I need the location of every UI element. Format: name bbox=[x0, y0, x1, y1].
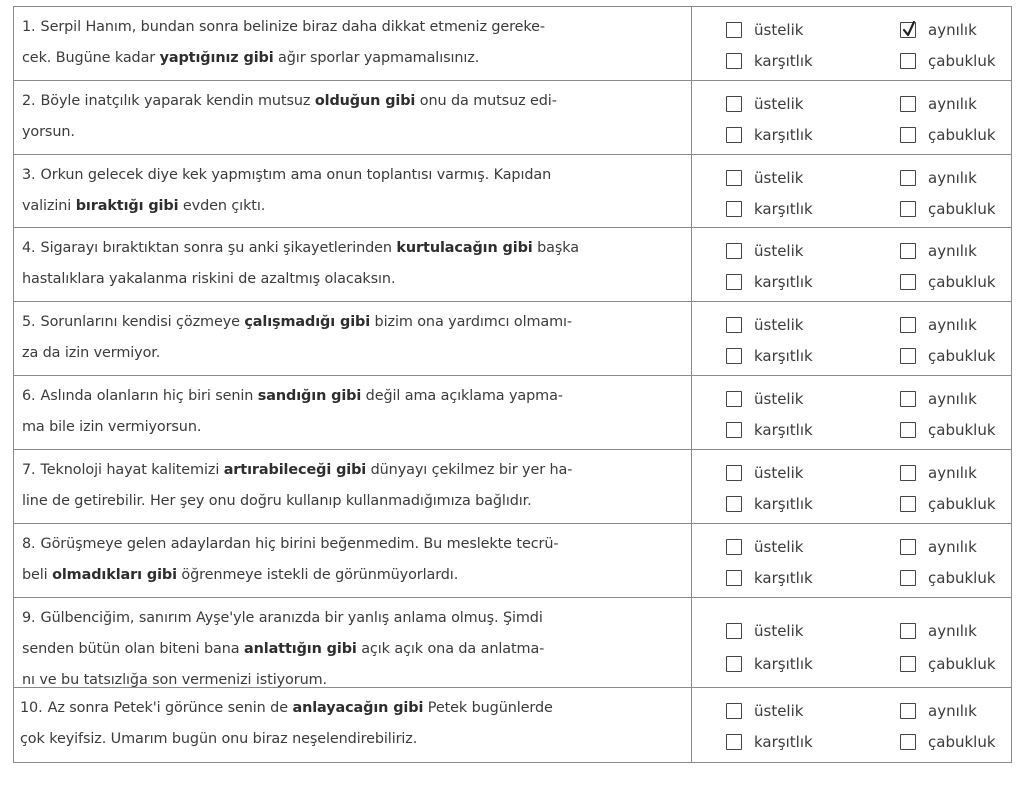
checkbox[interactable] bbox=[900, 127, 916, 143]
option-label: çabukluk bbox=[928, 273, 996, 291]
option-ustelik[interactable] bbox=[726, 622, 803, 640]
checkbox[interactable] bbox=[900, 422, 916, 438]
option-label: üstelik bbox=[754, 622, 804, 640]
highlighted-phrase: olduğun gibi bbox=[314, 93, 416, 109]
question-line: Az sonra Petek'i görünce senin de bbox=[47, 700, 293, 716]
option-label: karşıtlık bbox=[754, 655, 813, 673]
option-cabukluk[interactable] bbox=[900, 495, 996, 513]
option-label: üstelik bbox=[754, 464, 804, 482]
option-label: karşıtlık bbox=[754, 421, 813, 439]
question-line: valizini bbox=[22, 198, 76, 214]
checkbox[interactable] bbox=[726, 274, 742, 290]
question-line: Sorunlarını kendisi çözmeye bbox=[40, 314, 245, 330]
highlighted-phrase: olmadıkları gibi bbox=[52, 567, 177, 583]
question-line: beli bbox=[22, 567, 53, 583]
question-line: öğrenmeye istekli de görünmüyorlardı. bbox=[176, 567, 459, 583]
option-label: aynılık bbox=[928, 464, 977, 482]
option-karsitlik[interactable] bbox=[726, 495, 813, 513]
highlighted-phrase: anlayacağın gibi bbox=[292, 700, 424, 716]
question-line: çok keyifsiz. Umarım bugün onu biraz neşelendirebiliriz. bbox=[20, 731, 418, 747]
option-ustelik[interactable] bbox=[726, 169, 803, 187]
option-label: üstelik bbox=[754, 538, 804, 556]
option-label: çabukluk bbox=[928, 421, 996, 439]
highlighted-phrase: yaptığınız gibi bbox=[159, 50, 274, 66]
question-line: başka bbox=[532, 240, 579, 256]
question-line: Aslında olanların hiç biri senin bbox=[40, 388, 258, 404]
checkbox[interactable] bbox=[900, 96, 916, 112]
checkbox[interactable] bbox=[900, 734, 916, 750]
option-karsitlik[interactable] bbox=[726, 200, 813, 218]
highlighted-phrase: sandığın gibi bbox=[257, 388, 362, 404]
checkbox[interactable] bbox=[726, 422, 742, 438]
checkbox[interactable] bbox=[900, 317, 916, 333]
question-line: onu da mutsuz edi- bbox=[415, 93, 557, 109]
option-ustelik[interactable] bbox=[726, 538, 803, 556]
checkbox[interactable] bbox=[726, 127, 742, 143]
option-label: üstelik bbox=[754, 702, 804, 720]
answer-options bbox=[692, 688, 1011, 762]
option-label: aynılık bbox=[928, 242, 977, 260]
option-aynilik[interactable] bbox=[900, 622, 977, 640]
checkbox[interactable] bbox=[726, 317, 742, 333]
option-ustelik[interactable] bbox=[726, 464, 803, 482]
option-label: aynılık bbox=[928, 95, 977, 113]
question-row bbox=[14, 228, 1011, 302]
checkbox[interactable] bbox=[726, 96, 742, 112]
question-text bbox=[14, 7, 692, 80]
option-cabukluk[interactable] bbox=[900, 273, 996, 291]
question-row bbox=[14, 155, 1011, 228]
highlighted-phrase: artırabileceği gibi bbox=[223, 462, 367, 478]
question-number: 10. bbox=[20, 700, 43, 716]
question-line: ma bile izin vermiyorsun. bbox=[22, 419, 202, 435]
question-line: Görüşmeye gelen adaylardan hiç birini beğenmedim. Bu meslekte tecrü- bbox=[40, 536, 559, 552]
checkbox[interactable] bbox=[900, 496, 916, 512]
answer-options bbox=[692, 450, 1011, 523]
checked-checkbox[interactable] bbox=[900, 22, 916, 38]
question-line: dünyayı çekilmez bir yer ha- bbox=[366, 462, 573, 478]
checkbox[interactable] bbox=[726, 656, 742, 672]
question-number: 7. bbox=[22, 462, 36, 478]
option-label: çabukluk bbox=[928, 495, 996, 513]
option-label: çabukluk bbox=[928, 733, 996, 751]
option-label: karşıtlık bbox=[754, 347, 813, 365]
option-aynilik[interactable] bbox=[900, 169, 977, 187]
option-ustelik[interactable] bbox=[726, 242, 803, 260]
option-label: aynılık bbox=[928, 21, 977, 39]
checkbox[interactable] bbox=[900, 539, 916, 555]
highlighted-phrase: anlattığın gibi bbox=[243, 641, 357, 657]
answer-options bbox=[692, 7, 1011, 80]
answer-options bbox=[692, 376, 1011, 449]
checkbox[interactable] bbox=[900, 170, 916, 186]
answer-options bbox=[692, 302, 1011, 375]
option-aynilik[interactable] bbox=[900, 316, 977, 334]
option-aynilik[interactable] bbox=[900, 21, 977, 39]
option-label: karşıtlık bbox=[754, 52, 813, 70]
option-cabukluk[interactable] bbox=[900, 200, 996, 218]
question-number: 4. bbox=[22, 240, 36, 256]
checkbox[interactable] bbox=[726, 570, 742, 586]
answer-options bbox=[692, 524, 1011, 597]
option-label: aynılık bbox=[928, 538, 977, 556]
option-karsitlik[interactable] bbox=[726, 655, 813, 673]
checkbox[interactable] bbox=[900, 348, 916, 364]
checkbox[interactable] bbox=[726, 22, 742, 38]
option-label: çabukluk bbox=[928, 126, 996, 144]
option-label: üstelik bbox=[754, 390, 804, 408]
question-line: Orkun gelecek diye kek yapmıştım ama onun toplantısı varmış. Kapıdan bbox=[40, 167, 552, 183]
option-aynilik[interactable] bbox=[900, 242, 977, 260]
answer-options bbox=[692, 598, 1011, 687]
checkbox[interactable] bbox=[726, 703, 742, 719]
answer-options bbox=[692, 228, 1011, 301]
answer-options bbox=[692, 81, 1011, 154]
question-row bbox=[14, 81, 1011, 155]
question-line: Gülbenciğim, sanırım Ayşe'yle aranızda bir yanlış anlama olmuş. Şimdi bbox=[40, 610, 543, 626]
checkbox[interactable] bbox=[726, 243, 742, 259]
checkbox[interactable] bbox=[900, 623, 916, 639]
option-cabukluk[interactable] bbox=[900, 569, 996, 587]
option-label: çabukluk bbox=[928, 200, 996, 218]
option-label: çabukluk bbox=[928, 655, 996, 673]
option-label: karşıtlık bbox=[754, 126, 813, 144]
option-karsitlik[interactable] bbox=[726, 421, 813, 439]
question-line: değil ama açıklama yapma- bbox=[361, 388, 563, 404]
question-number: 8. bbox=[22, 536, 36, 552]
question-row bbox=[14, 524, 1011, 598]
option-aynilik[interactable] bbox=[900, 390, 977, 408]
option-label: çabukluk bbox=[928, 347, 996, 365]
option-ustelik[interactable] bbox=[726, 316, 803, 334]
question-text bbox=[14, 376, 692, 449]
option-karsitlik[interactable] bbox=[726, 273, 813, 291]
question-text bbox=[14, 450, 692, 523]
option-cabukluk[interactable] bbox=[900, 733, 996, 751]
checkbox[interactable] bbox=[900, 656, 916, 672]
checkbox[interactable] bbox=[726, 539, 742, 555]
question-line: senden bütün olan biteni bana bbox=[22, 641, 244, 657]
option-cabukluk[interactable] bbox=[900, 347, 996, 365]
question-text bbox=[14, 524, 692, 597]
checkbox[interactable] bbox=[726, 170, 742, 186]
option-label: aynılık bbox=[928, 169, 977, 187]
option-label: karşıtlık bbox=[754, 495, 813, 513]
checkbox[interactable] bbox=[900, 274, 916, 290]
question-line: nı ve bu tatsızlığa son vermenizi istiyorum. bbox=[22, 672, 327, 688]
option-aynilik[interactable] bbox=[900, 464, 977, 482]
option-aynilik[interactable] bbox=[900, 702, 977, 720]
checkbox[interactable] bbox=[726, 496, 742, 512]
question-line: Teknoloji hayat kalitemizi bbox=[40, 462, 224, 478]
question-number: 6. bbox=[22, 388, 36, 404]
checkbox[interactable] bbox=[900, 53, 916, 69]
highlighted-phrase: bıraktığı gibi bbox=[75, 198, 179, 214]
answer-options bbox=[692, 155, 1011, 227]
checkbox[interactable] bbox=[726, 348, 742, 364]
exercise-table bbox=[13, 6, 1012, 763]
highlighted-phrase: kurtulacağın gibi bbox=[396, 240, 533, 256]
question-line: ağır sporlar yapmamalısınız. bbox=[273, 50, 480, 66]
option-label: çabukluk bbox=[928, 569, 996, 587]
option-label: aynılık bbox=[928, 390, 977, 408]
question-text bbox=[14, 302, 692, 375]
question-number: 3. bbox=[22, 167, 36, 183]
question-row bbox=[14, 598, 1011, 688]
checkbox[interactable] bbox=[900, 391, 916, 407]
checkbox[interactable] bbox=[900, 570, 916, 586]
checkbox[interactable] bbox=[726, 734, 742, 750]
option-karsitlik[interactable] bbox=[726, 126, 813, 144]
option-label: üstelik bbox=[754, 95, 804, 113]
option-cabukluk[interactable] bbox=[900, 421, 996, 439]
question-row bbox=[14, 302, 1011, 376]
question-number: 9. bbox=[22, 610, 36, 626]
question-line: za da izin vermiyor. bbox=[22, 345, 161, 361]
question-row bbox=[14, 7, 1011, 81]
question-line: Böyle inatçılık yaparak kendin mutsuz bbox=[40, 93, 315, 109]
option-ustelik[interactable] bbox=[726, 390, 803, 408]
checkbox[interactable] bbox=[726, 391, 742, 407]
question-line: cek. Bugüne kadar bbox=[22, 50, 160, 66]
question-text bbox=[14, 688, 692, 762]
question-line: hastalıklara yakalanma riskini de azaltmış olacaksın. bbox=[22, 271, 396, 287]
question-text bbox=[14, 155, 692, 227]
question-text bbox=[14, 228, 692, 301]
question-row bbox=[14, 450, 1011, 524]
option-cabukluk[interactable] bbox=[900, 655, 996, 673]
option-label: karşıtlık bbox=[754, 733, 813, 751]
option-label: karşıtlık bbox=[754, 200, 813, 218]
option-karsitlik[interactable] bbox=[726, 52, 813, 70]
question-text bbox=[14, 81, 692, 154]
checkbox[interactable] bbox=[900, 465, 916, 481]
option-aynilik[interactable] bbox=[900, 538, 977, 556]
option-karsitlik[interactable] bbox=[726, 347, 813, 365]
question-line: line de getirebilir. Her şey onu doğru kullanıp kullanmadığımıza bağlıdır. bbox=[22, 493, 532, 509]
checkbox[interactable] bbox=[900, 243, 916, 259]
checkbox[interactable] bbox=[900, 201, 916, 217]
question-line: açık açık ona da anlatma- bbox=[356, 641, 545, 657]
checkbox[interactable] bbox=[726, 465, 742, 481]
option-label: aynılık bbox=[928, 316, 977, 334]
question-line: Sigarayı bıraktıktan sonra şu anki şikayetlerinden bbox=[40, 240, 397, 256]
option-label: üstelik bbox=[754, 21, 804, 39]
question-number: 5. bbox=[22, 314, 36, 330]
option-cabukluk[interactable] bbox=[900, 126, 996, 144]
question-line: Petek bugünlerde bbox=[423, 700, 553, 716]
question-line: evden çıktı. bbox=[178, 198, 266, 214]
question-line: bizim ona yardımcı olmamı- bbox=[370, 314, 573, 330]
question-text bbox=[14, 598, 692, 687]
option-label: karşıtlık bbox=[754, 273, 813, 291]
option-label: karşıtlık bbox=[754, 569, 813, 587]
option-label: üstelik bbox=[754, 242, 804, 260]
option-label: üstelik bbox=[754, 316, 804, 334]
question-row bbox=[14, 376, 1011, 450]
checkbox[interactable] bbox=[726, 623, 742, 639]
option-karsitlik[interactable] bbox=[726, 733, 813, 751]
option-ustelik[interactable] bbox=[726, 95, 803, 113]
question-number: 1. bbox=[22, 19, 36, 35]
question-row bbox=[14, 688, 1011, 762]
question-line: Serpil Hanım, bundan sonra belinize biraz daha dikkat etmeniz gereke- bbox=[40, 19, 545, 35]
option-karsitlik[interactable] bbox=[726, 569, 813, 587]
checkbox[interactable] bbox=[726, 53, 742, 69]
option-label: üstelik bbox=[754, 169, 804, 187]
option-cabukluk[interactable] bbox=[900, 52, 996, 70]
option-label: çabukluk bbox=[928, 52, 996, 70]
question-number: 2. bbox=[22, 93, 36, 109]
question-line: yorsun. bbox=[22, 124, 75, 140]
checkbox[interactable] bbox=[900, 703, 916, 719]
option-ustelik[interactable] bbox=[726, 21, 803, 39]
option-label: aynılık bbox=[928, 622, 977, 640]
option-ustelik[interactable] bbox=[726, 702, 803, 720]
option-aynilik[interactable] bbox=[900, 95, 977, 113]
option-label: aynılık bbox=[928, 702, 977, 720]
checkbox[interactable] bbox=[726, 201, 742, 217]
highlighted-phrase: çalışmadığı gibi bbox=[244, 314, 371, 330]
